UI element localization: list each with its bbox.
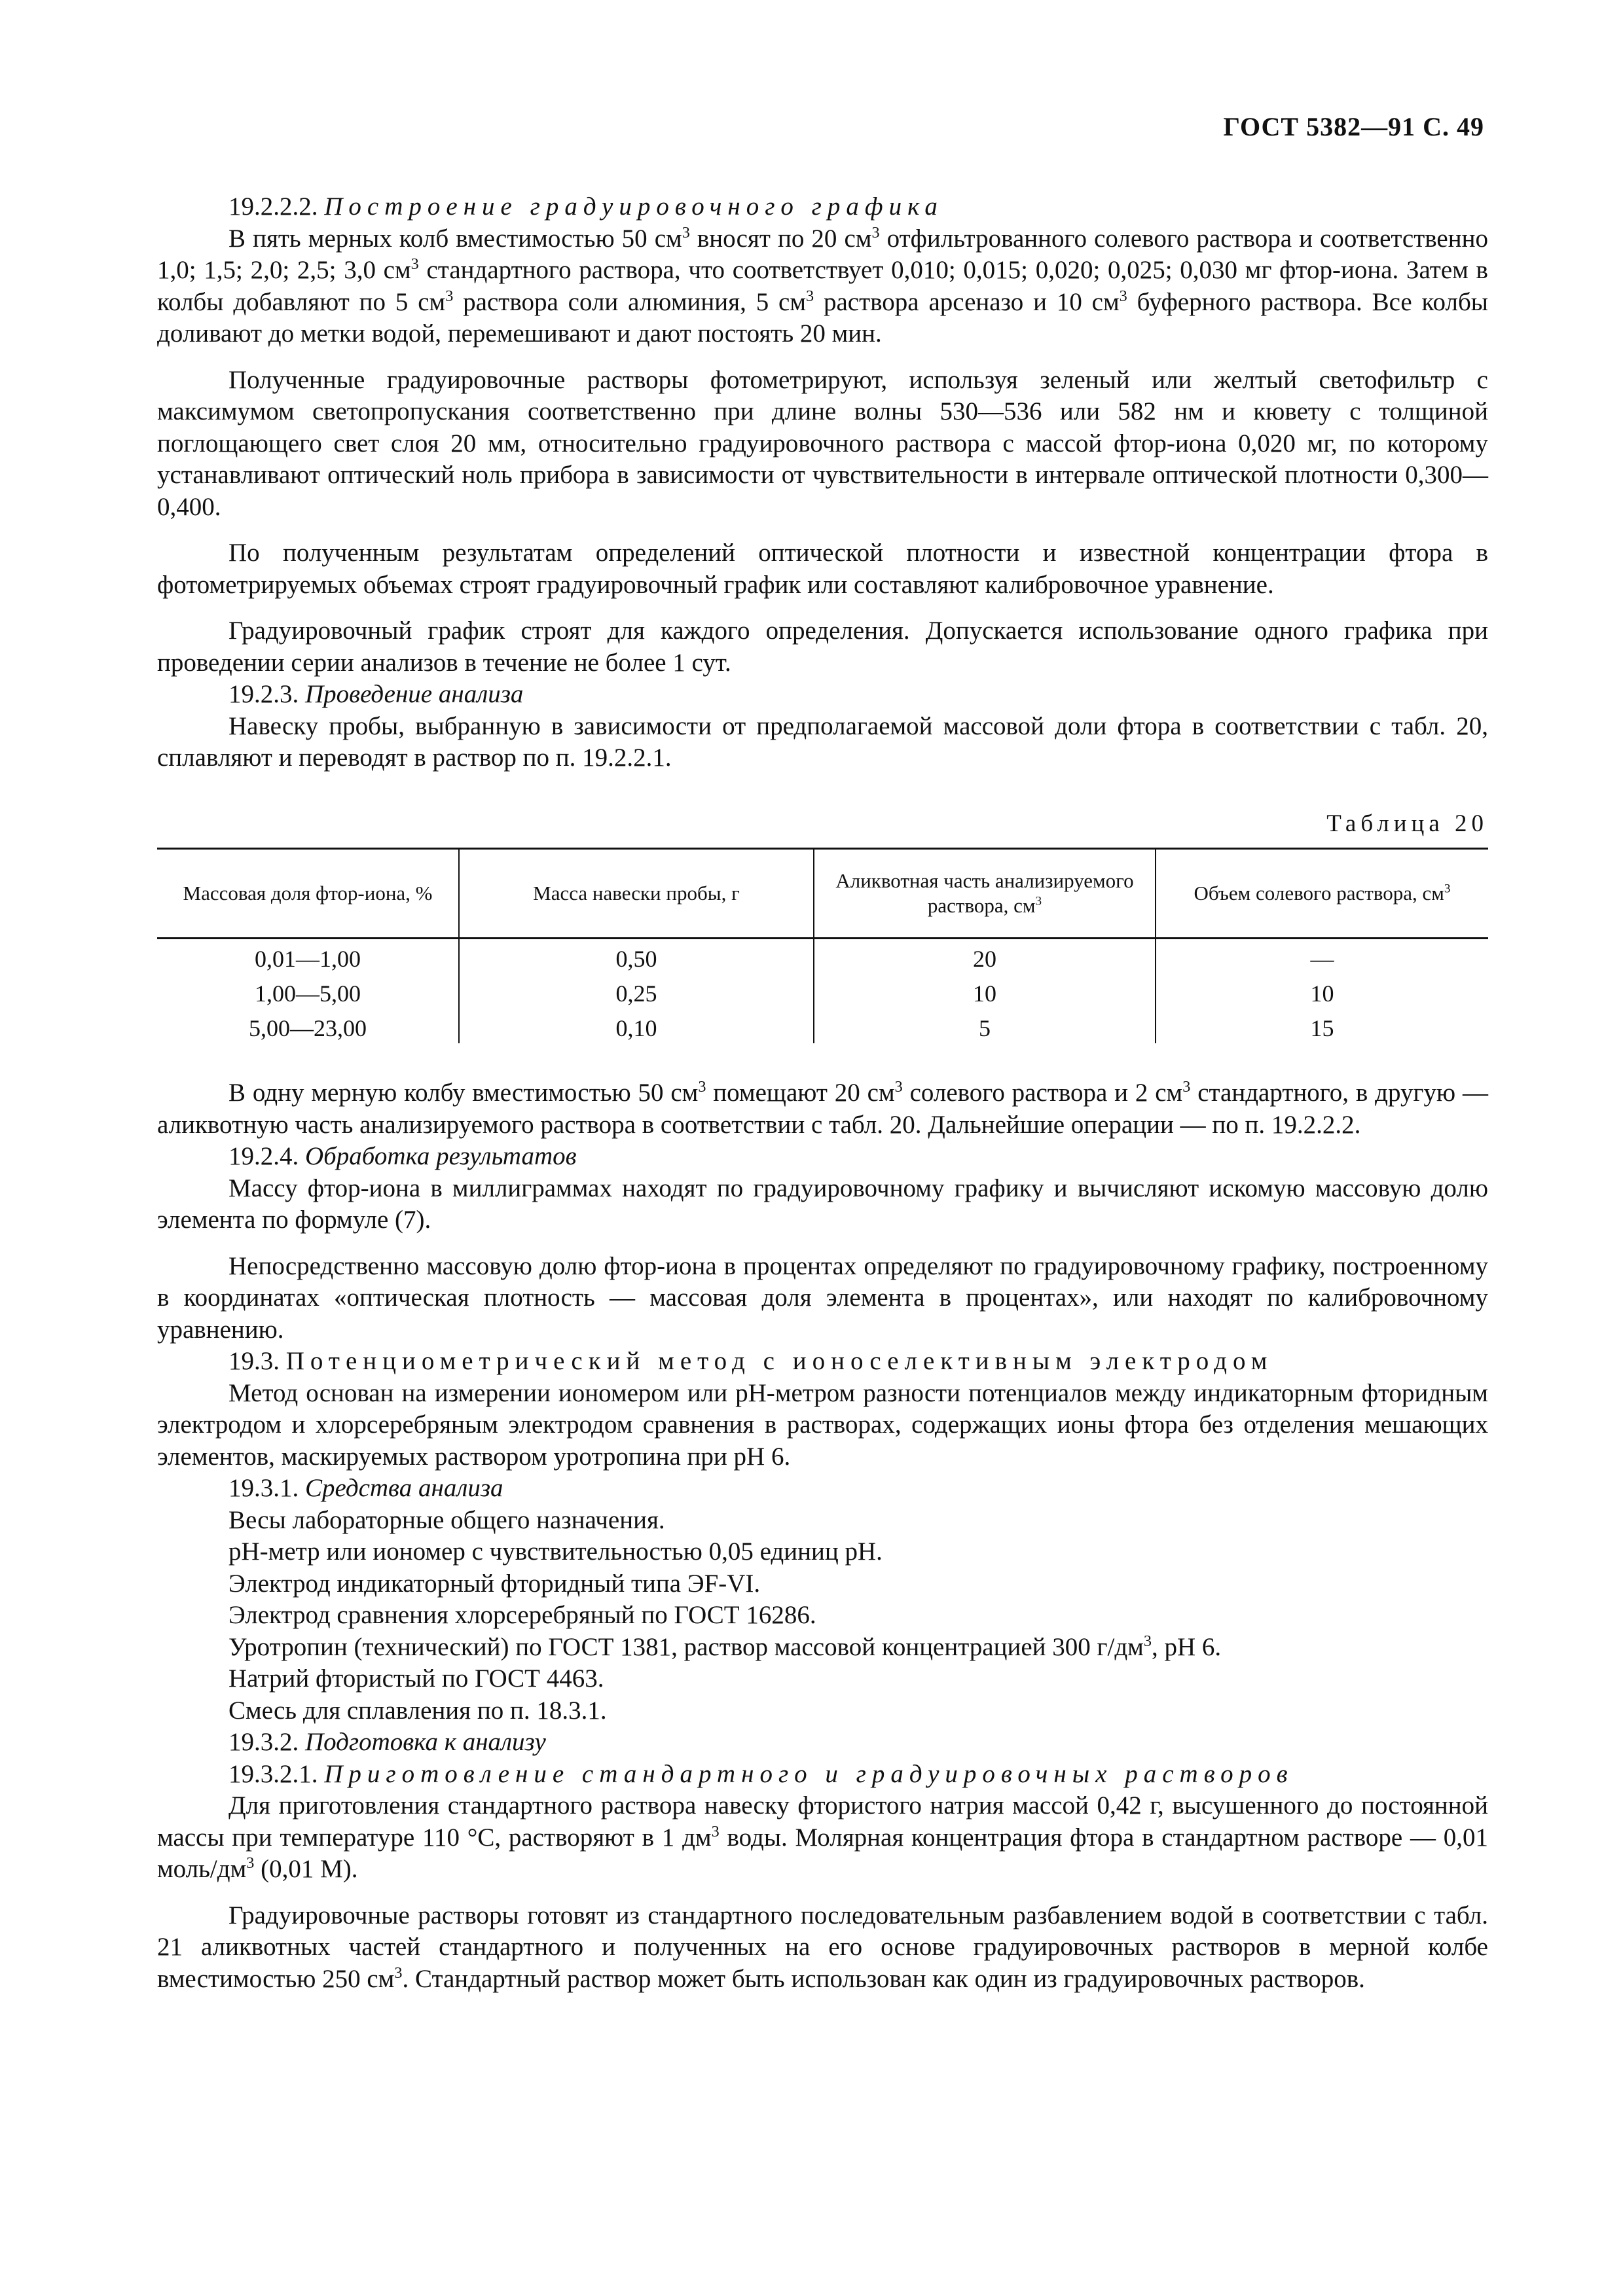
section-title: Обработка результатов bbox=[305, 1142, 577, 1170]
table-cell: 10 bbox=[1156, 974, 1488, 1009]
section-title: Подготовка к анализу bbox=[305, 1728, 546, 1756]
paragraph: По полученным результатам определений оптической плотности и известной концентрации фтора в фотометрируемых объемах строят градуировочный график или составляют калибровочное уравнение. bbox=[157, 539, 1488, 599]
section-title: Проведение анализа bbox=[305, 680, 524, 708]
paragraph: Навеску пробы, выбранную в зависимости от предполагаемой массовой доли фтора в соответствии с табл. 20, сплавляют и переводят в раствор по п. 19.2.2.1. bbox=[157, 711, 1488, 772]
paragraph: В пять мерных колб вместимостью 50 $см^3$ вносят по 20 $см^3$ отфильтрованного солевого раствора и соответственно 1,0; 1,5; 2,0; 2,5; 3,0 $см^3$ стандартного раствора, что соответствует 0,010; 0,015; 0,020; 0,025; 0,030 мг фтор-иона. Затем в колбы добавляют по 5 $см^3$ раствора соли алюминия, 5 $см^3$ раствора арсеназо и 10 $см^3$ буферного раствора. Все колбы доливают до метки водой, перемешивают и дают постоять 20 мин. bbox=[157, 223, 1488, 348]
column-header: Объем солевого раствора, $см^3$ bbox=[1156, 849, 1488, 939]
table-caption: Таблица 20 bbox=[1326, 810, 1488, 837]
table-row bbox=[157, 974, 1488, 1009]
section-title: Приготовление стандартного и градуировочных растворов bbox=[324, 1759, 1294, 1788]
table-header-row bbox=[157, 849, 1488, 939]
table-cell: 5,00—23,00 bbox=[249, 1015, 367, 1041]
section-number: 19.3.2.1. bbox=[228, 1759, 318, 1788]
paragraph: Для приготовления стандартного раствора навеску фтористого натрия массой 0,42 г, высушенного до постоянной массы при температуре 110 °С, растворяют в 1 $дм^3$ воды. Молярная концентрация фтора в стандартном растворе — 0,01 моль/$дм^3$ (0,01 М). bbox=[157, 1791, 1488, 1883]
heading-19-3 bbox=[157, 1346, 1488, 1378]
table-cell: 15 bbox=[1156, 1009, 1488, 1043]
list-item: Уротропин (технический) по ГОСТ 1381, раствор массовой концентрацией 300 $г/дм^3$, pH 6. bbox=[228, 1632, 1222, 1661]
list-item: Электрод индикаторный фторидный типа ЭF-VI. bbox=[228, 1569, 761, 1598]
section-title: Средства анализа bbox=[305, 1474, 503, 1502]
paragraph: Полученные градуировочные растворы фотометрируют, используя зеленый или желтый светофильтр с максимумом светопропускания соответственно при длине волны 530—536 или 582 нм и кювету с толщиной поглощающего свет слоя 20 мм, относительно градуировочного раствора с массой фтор-иона 0,020 мг, по которому устанавливают оптический ноль прибора в зависимости от чувствительности в интервале оптической плотности 0,300—0,400. bbox=[157, 365, 1488, 521]
list-item: Натрий фтористый по ГОСТ 4463. bbox=[228, 1664, 604, 1693]
section-title: Построение градуировочного графика bbox=[324, 192, 943, 221]
heading-19-2-3 bbox=[157, 679, 1488, 711]
document-body bbox=[157, 191, 1488, 1995]
section-number: 19.3.1. bbox=[228, 1474, 299, 1502]
heading-19-2-2-2 bbox=[157, 191, 1488, 223]
table-cell: 1,00—5,00 bbox=[255, 980, 361, 1007]
list-item: pH-метр или иономер с чувствительностью 0,05 единиц pH. bbox=[228, 1537, 883, 1566]
page-header: ГОСТ 5382—91 С. 49 bbox=[1223, 112, 1484, 141]
paragraph: Массу фтор-иона в миллиграммах находят по градуировочному графику и вычисляют искомую массовую долю элемента по формуле (7). bbox=[157, 1174, 1488, 1234]
table-row bbox=[157, 939, 1488, 975]
column-header: Аликвотная часть анализируемого раствора, $см^3$ bbox=[814, 849, 1156, 939]
section-number: 19.2.4. bbox=[228, 1142, 299, 1170]
table-cell: 20 bbox=[814, 939, 1156, 975]
table-cell: — bbox=[1156, 939, 1488, 975]
table-cell: 0,25 bbox=[459, 974, 814, 1009]
paragraph: Метод основан на измерении иономером или pH-метром разности потенциалов между индикаторным фторидным электродом и хлорсеребряным электродом сравнения в растворах, содержащих ионы фтора без отделения мешающих элементов, маскируемых раствором уротропина при pH 6. bbox=[157, 1378, 1488, 1471]
section-number: 19.2.3. bbox=[228, 680, 299, 708]
list-item: Электрод сравнения хлорсеребряный по ГОСТ 16286. bbox=[228, 1601, 816, 1629]
heading-19-3-2-1 bbox=[157, 1759, 1488, 1791]
table-cell: 10 bbox=[814, 974, 1156, 1009]
table-20 bbox=[157, 848, 1488, 1043]
table-cell: 0,50 bbox=[459, 939, 814, 975]
heading-19-2-4 bbox=[157, 1141, 1488, 1173]
paragraph: Градуировочные растворы готовят из стандартного последовательным разбавлением водой в соответствии с табл. 21 аликвотных частей стандартного и полученных на его основе градуировочных растворов в мерной колбе вместимостью 250 $см^3$. Стандартный раствор может быть использован как один из градуировочных растворов. bbox=[157, 1901, 1488, 1993]
table-cell: 0,10 bbox=[459, 1009, 814, 1043]
table-cell: 0,01—1,00 bbox=[255, 946, 361, 972]
table-cell: 5 bbox=[814, 1009, 1156, 1043]
heading-19-3-2 bbox=[157, 1727, 1488, 1759]
column-header: Масса навески пробы, г bbox=[459, 849, 814, 939]
table-row bbox=[157, 1009, 1488, 1043]
paragraph: Градуировочный график строят для каждого определения. Допускается использование одного графика при проведении серии анализов в течение не более 1 сут. bbox=[157, 617, 1488, 677]
section-title: Потенциометрический метод с ионоселективным электродом bbox=[285, 1347, 1273, 1375]
column-header: Массовая доля фтор-иона, % bbox=[157, 849, 459, 939]
section-number: 19.3. bbox=[228, 1347, 280, 1375]
paragraph: В одну мерную колбу вместимостью 50 $см^3$ помещают 20 $см^3$ солевого раствора и 2 $см^3$ стандартного, в другую — аликвотную часть анализируемого раствора в соответствии с табл. 20. Дальнейшие операции — по п. 19.2.2.2. bbox=[157, 1078, 1488, 1139]
list-item: Смесь для сплавления по п. 18.3.1. bbox=[228, 1696, 607, 1725]
heading-19-3-1 bbox=[157, 1473, 1488, 1505]
paragraph: Непосредственно массовую долю фтор-иона в процентах определяют по градуировочному графику, построенному в координатах «оптическая плотность — массовая доля элемента в процентах», или находят по калибровочному уравнению. bbox=[157, 1251, 1488, 1344]
section-number: 19.2.2.2. bbox=[228, 192, 318, 221]
section-number: 19.3.2. bbox=[228, 1728, 299, 1756]
list-item: Весы лабораторные общего назначения. bbox=[228, 1505, 665, 1534]
